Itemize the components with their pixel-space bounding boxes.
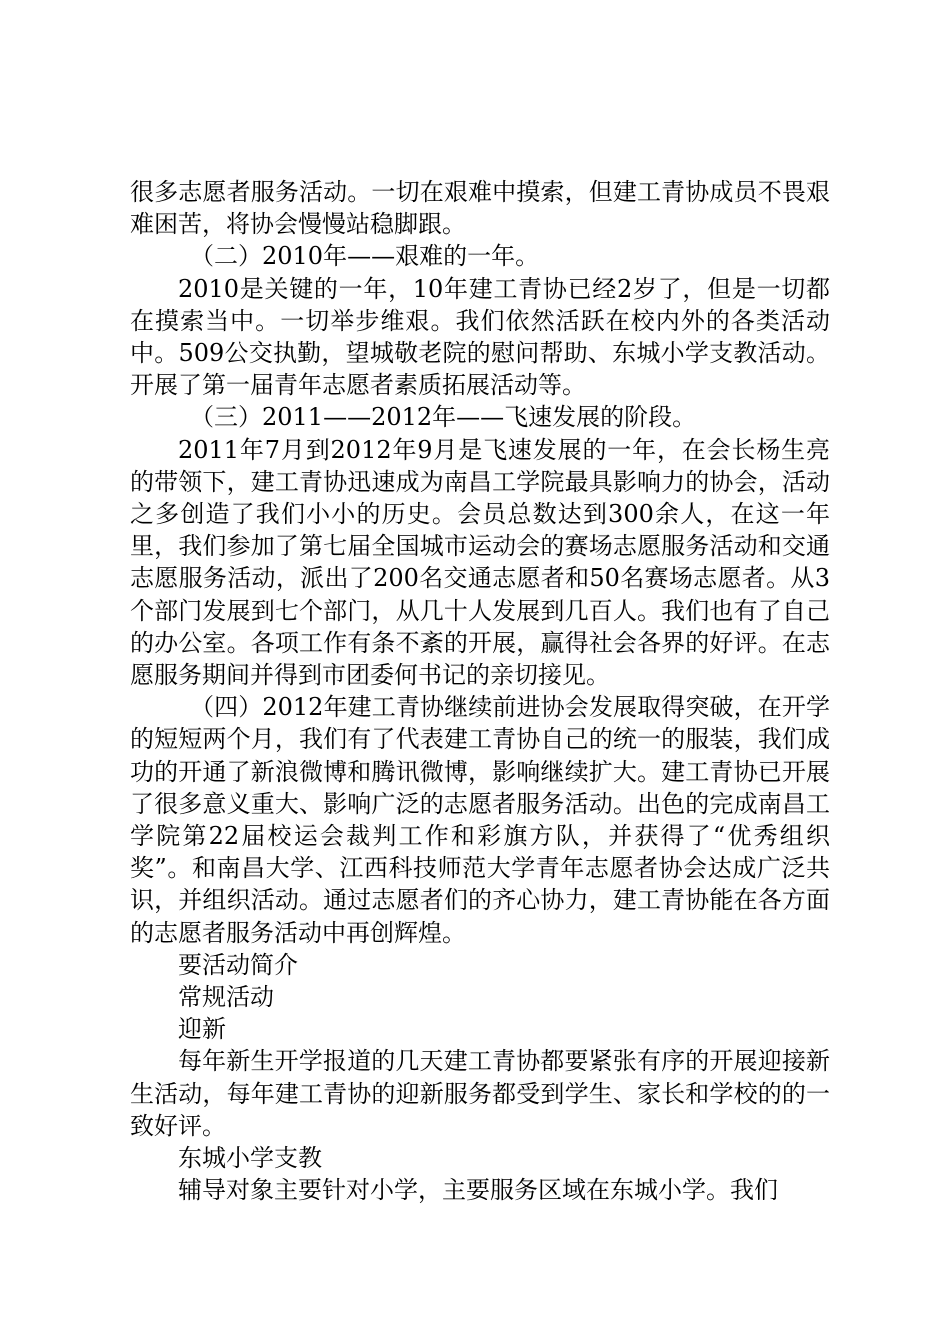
paragraph-2010: 2010是关键的一年，10年建工青协已经2岁了，但是一切都在摸索当中。一切举步维艰。我们依然活跃在校内外的各类活动中。509公交执勤，望城敬老院的慰问帮助、东城小学支教活动。开展了第一届青年志愿者素质拓展活动等。: [130, 274, 830, 400]
document-page: [130, 176, 830, 1207]
heading-dongcheng-teaching: 东城小学支教: [178, 1144, 322, 1173]
section-2012-paragraph: （四）2012年建工青协继续前进协会发展取得突破，在开学的短短两个月，我们有了代表建工青协自己的统一的服装，我们成功的开通了新浪微博和腾讯微博，影响继续扩大。建工青协已开展了很多意义重大、影响广泛的志愿者服务活动。出色的完成南昌工学院第22届校运会裁判工作和彩旗方队，并获得了“优秀组织奖”。和南昌大学、江西科技师范大学青年志愿者协会达成广泛共识，并组织活动。通过志愿者们的齐心协力，建工青协能在各方面的志愿者服务活动中再创辉煌。: [130, 693, 830, 947]
section-2010-heading: （二）2010年——艰难的一年。: [190, 242, 540, 271]
paragraph-2011-2012: 2011年7月到2012年9月是飞速发展的一年，在会长杨生亮的带领下，建工青协迅速成为南昌工学院最具影响力的协会，活动之多创造了我们小小的历史。会员总数达到300余人，在这一年里，我们参加了第七届全国城市运动会的赛场志愿服务活动和交通志愿服务活动，派出了200名交通志愿者和50名赛场志愿者。从3个部门发展到七个部门，从几十人发展到几百人。我们也有了自己的办公室。各项工作有条不紊的开展，赢得社会各界的好评。在志愿服务期间并得到市团委何书记的亲切接见。: [130, 435, 830, 690]
heading-regular-activities: 常规活动: [178, 983, 274, 1012]
heading-activity-intro: 要活动简介: [178, 950, 298, 979]
section-2011-2012-heading: （三）2011——2012年——飞速发展的阶段。: [190, 403, 697, 432]
paragraph-dongcheng-teaching: 辅导对象主要针对小学，主要服务区域在东城小学。我们: [178, 1176, 778, 1205]
paragraph-continuation: 很多志愿者服务活动。一切在艰难中摸索，但建工青协成员不畏艰难困苦，将协会慢慢站稳脚跟。: [130, 178, 830, 239]
heading-welcome-freshmen: 迎新: [178, 1015, 226, 1044]
paragraph-welcome-freshmen: 每年新生开学报道的几天建工青协都要紧张有序的开展迎接新生活动，每年建工青协的迎新服务都受到学生、家长和学校的的一致好评。: [130, 1047, 830, 1140]
